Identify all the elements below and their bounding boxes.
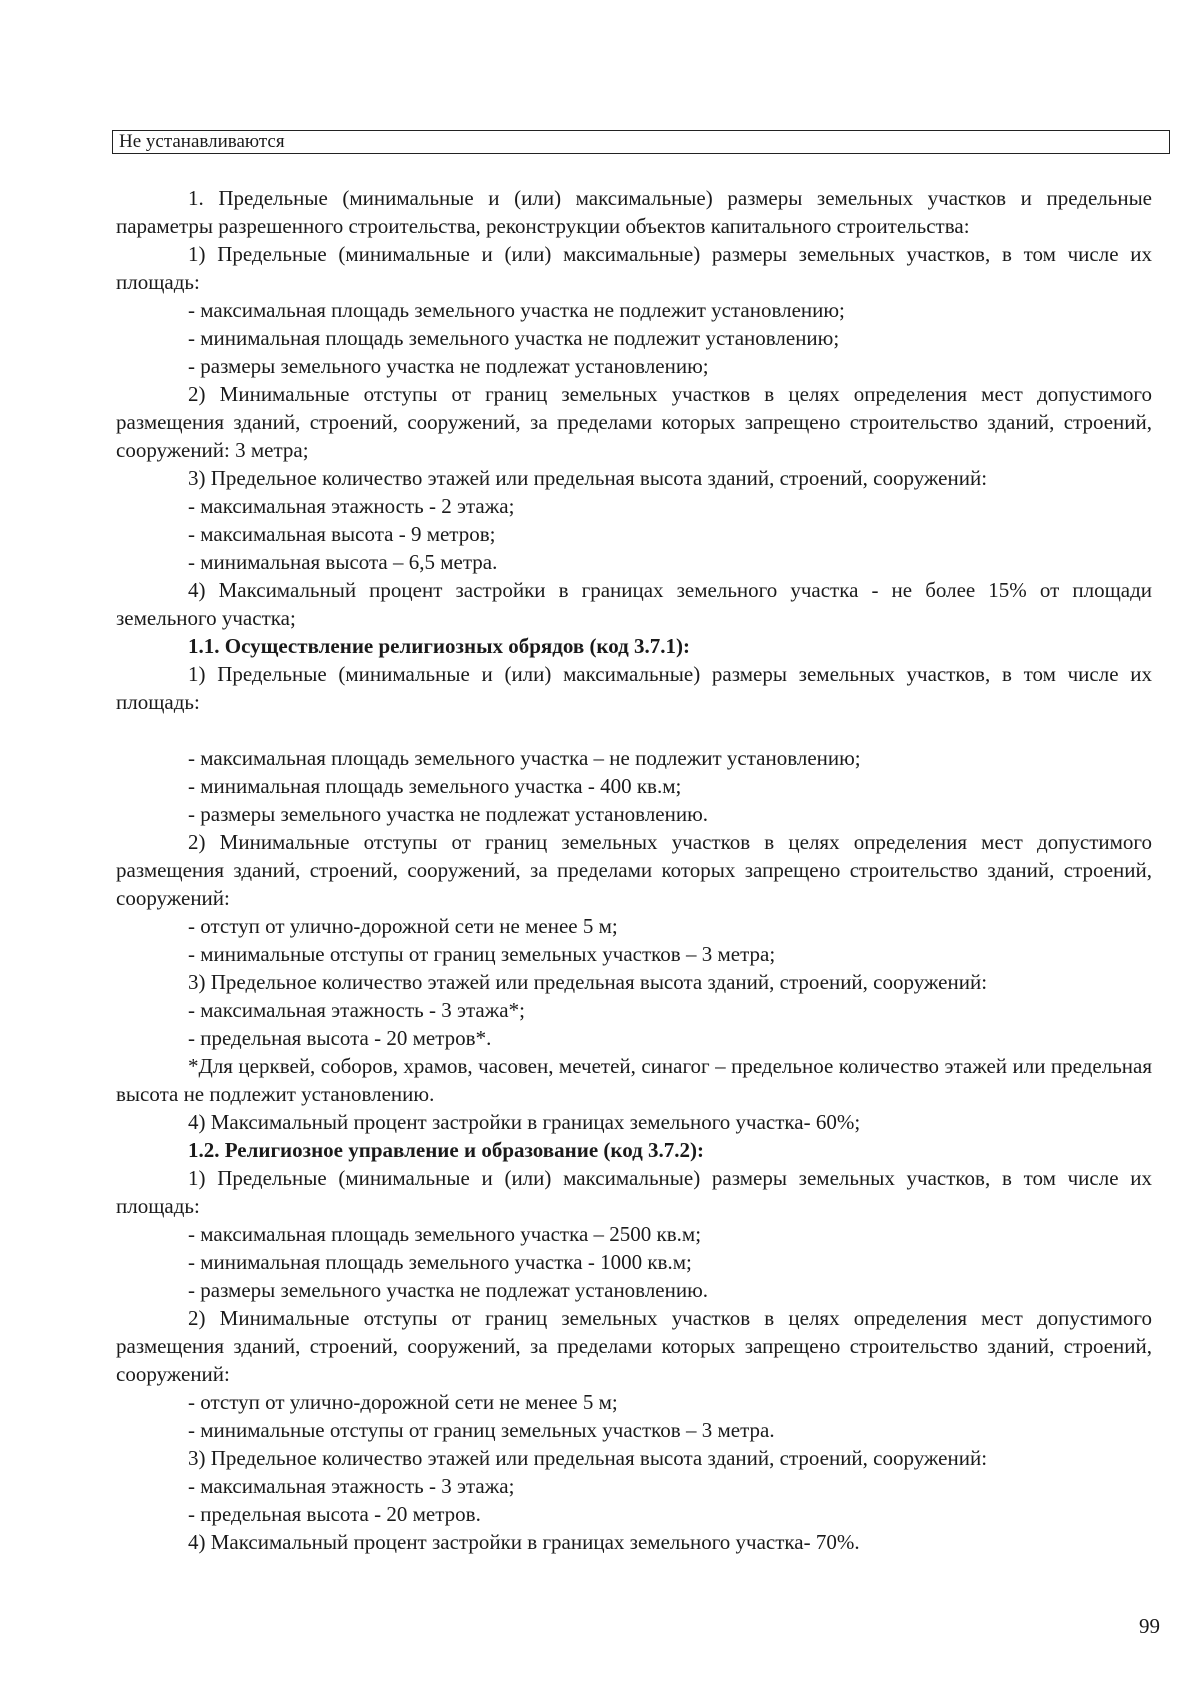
list-item: - минимальная высота – 6,5 метра. — [188, 550, 498, 574]
paragraph: 3) Предельное количество этажей или предельная высота зданий, строений, сооружений: — [188, 1446, 988, 1470]
paragraph: 3) Предельное количество этажей или предельная высота зданий, строений, сооружений: — [188, 466, 988, 490]
list-item: - размеры земельного участка не подлежат установлению; — [188, 354, 709, 378]
section-heading-3-7-1: 1.1. Осуществление религиозных обрядов (код 3.7.1): — [188, 634, 691, 658]
list-item: - максимальная этажность - 2 этажа; — [188, 494, 515, 518]
paragraph: 4) Максимальный процент застройки в границах земельного участка - не более 15% от площади земельного участка; — [116, 578, 1152, 630]
list-item: - отступ от улично-дорожной сети не менее 5 м; — [188, 914, 618, 938]
list-item: - максимальная площадь земельного участка – 2500 кв.м; — [188, 1222, 702, 1246]
section-heading-3-7-2: 1.2. Религиозное управление и образование (код 3.7.2): — [188, 1138, 704, 1162]
paragraph: 2) Минимальные отступы от границ земельных участков в целях определения мест допустимого размещения зданий, строений, сооружений, за пределами которых запрещено строительство зданий, строений, сооружений: 3 метра; — [116, 382, 1152, 462]
header-box: Не устанавливаются — [112, 130, 1170, 154]
list-item: - предельная высота - 20 метров. — [188, 1502, 481, 1526]
list-item: - максимальная высота - 9 метров; — [188, 522, 496, 546]
paragraph: 1) Предельные (минимальные и (или) максимальные) размеры земельных участков, в том числе их площадь: — [116, 1166, 1152, 1218]
list-item: - минимальные отступы от границ земельных участков – 3 метра; — [188, 942, 776, 966]
list-item: - максимальная площадь земельного участка не подлежит установлению; — [188, 298, 845, 322]
paragraph: 3) Предельное количество этажей или предельная высота зданий, строений, сооружений: — [188, 970, 988, 994]
page-number: 99 — [1139, 1614, 1160, 1638]
list-item: - отступ от улично-дорожной сети не менее 5 м; — [188, 1390, 618, 1414]
paragraph: 4) Максимальный процент застройки в границах земельного участка- 70%. — [188, 1530, 860, 1554]
list-item: - максимальная площадь земельного участка – не подлежит установлению; — [188, 746, 861, 770]
list-item: - размеры земельного участка не подлежат установлению. — [188, 802, 709, 826]
paragraph: 1. Предельные (минимальные и (или) максимальные) размеры земельных участков и предельные параметры разрешенного строительства, реконструкции объектов капитального строительства: — [116, 186, 1152, 238]
list-item: - минимальная площадь земельного участка - 1000 кв.м; — [188, 1250, 692, 1274]
list-item: - размеры земельного участка не подлежат установлению. — [188, 1278, 709, 1302]
list-item: - минимальные отступы от границ земельных участков – 3 метра. — [188, 1418, 775, 1442]
list-item: - минимальная площадь земельного участка не подлежит установлению; — [188, 326, 840, 350]
list-item: - предельная высота - 20 метров*. — [188, 1026, 492, 1050]
paragraph: 2) Минимальные отступы от границ земельных участков в целях определения мест допустимого размещения зданий, строений, сооружений, за пределами которых запрещено строительство зданий, строений, сооружений: — [116, 1306, 1152, 1386]
list-item: - минимальная площадь земельного участка - 400 кв.м; — [188, 774, 682, 798]
document-body — [116, 184, 1152, 1556]
footnote: *Для церквей, соборов, храмов, часовен, мечетей, синагог – предельное количество этажей или предельная высота не подлежит установлению. — [116, 1054, 1152, 1106]
paragraph: 4) Максимальный процент застройки в границах земельного участка- 60%; — [188, 1110, 861, 1134]
paragraph: 2) Минимальные отступы от границ земельных участков в целях определения мест допустимого размещения зданий, строений, сооружений, за пределами которых запрещено строительство зданий, строений, сооружений: — [116, 830, 1152, 910]
list-item: - максимальная этажность - 3 этажа*; — [188, 998, 525, 1022]
paragraph: 1) Предельные (минимальные и (или) максимальные) размеры земельных участков, в том числе их площадь: — [116, 242, 1152, 294]
paragraph: 1) Предельные (минимальные и (или) максимальные) размеры земельных участков, в том числе их площадь: — [116, 662, 1152, 714]
list-item: - максимальная этажность - 3 этажа; — [188, 1474, 515, 1498]
